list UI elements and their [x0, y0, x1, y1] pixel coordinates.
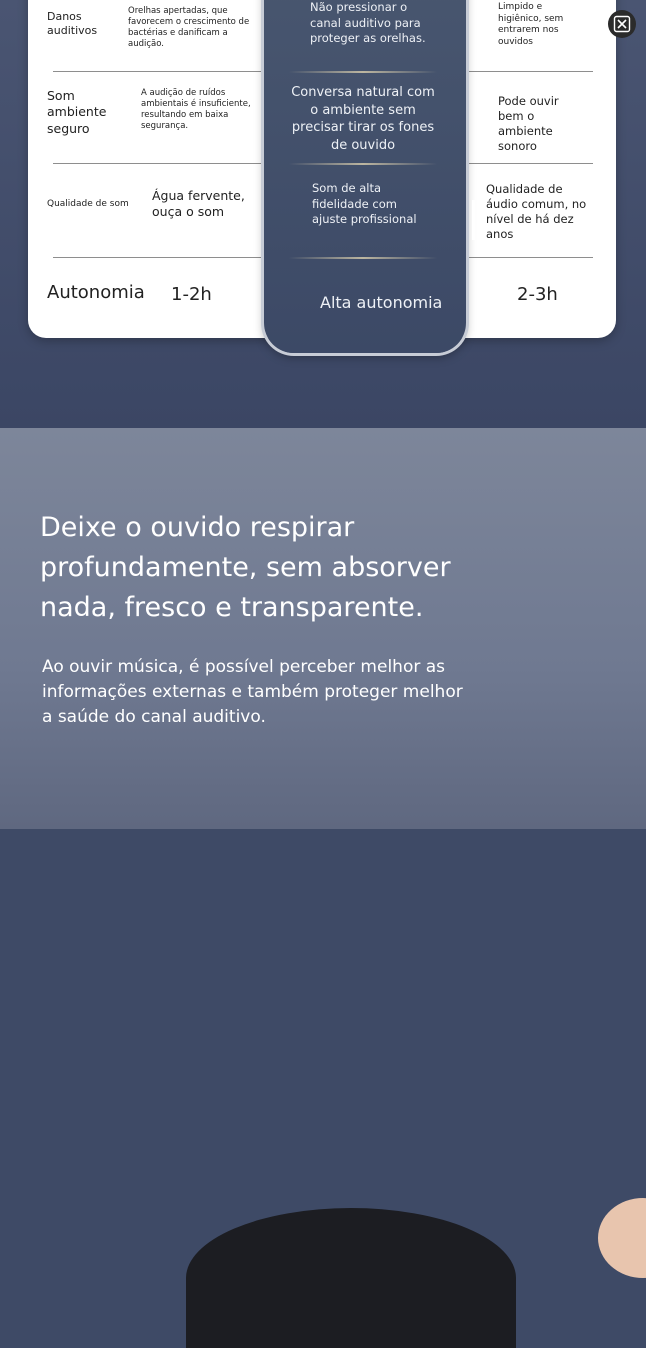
row-label-hearing-damage: Danos auditivos [47, 10, 98, 38]
highlight-divider [289, 163, 437, 165]
highlight-divider [289, 71, 437, 73]
row-value-highlight: Não pressionar o canal auditivo para proteger as orelhas. [310, 0, 426, 46]
row-divider [468, 257, 593, 258]
promo-headline: Deixe o ouvido respirar profundamente, sem absorver nada, fresco e transparente. [40, 512, 451, 623]
row-value-a: A audição de ruídos ambientais é insuficiente, resultando em baixa segurança. [141, 88, 251, 132]
row-value-highlight: Alta autonomia [320, 293, 443, 312]
row-value-highlight: Conversa natural com o ambiente sem precisar tirar os fones de ouvido [291, 85, 435, 153]
row-divider [468, 163, 593, 164]
row-value-a: Água fervente, ouça o som [152, 188, 245, 220]
row-value-c: Pode ouvir bem o ambiente sonoro [498, 94, 559, 153]
row-value-c: Limpido e higiênico, sem entrarem nos ouvidos [498, 2, 564, 48]
row-label-sound-quality: Qualidade de som [47, 199, 129, 209]
comparison-section [0, 0, 646, 430]
row-divider [53, 163, 263, 164]
promo-section [0, 428, 646, 829]
highlight-divider [289, 257, 437, 259]
row-divider [53, 71, 263, 72]
row-value-a: Orelhas apertadas, que favorecem o crescimento de bactérias e danificam a audição. [128, 6, 250, 50]
row-marker [472, 200, 475, 240]
model-hair-image [186, 1208, 516, 1348]
row-value-c: Qualidade de áudio comum, no nível de há dez anos [486, 182, 587, 241]
row-label-battery-life: Autonomia [47, 282, 145, 303]
promo-body: Ao ouvir música, é possível perceber melhor as informações externas e também proteger melhor a saúde do canal auditivo. [42, 657, 463, 727]
row-label-safe-ambient: Som ambiente seguro [47, 88, 107, 136]
row-value-a: 1-2h [171, 284, 212, 305]
model-shoulder-image [598, 1198, 646, 1278]
row-divider [53, 257, 263, 258]
row-value-c: 2-3h [517, 284, 558, 305]
row-divider [468, 71, 593, 72]
close-fullscreen-icon [613, 15, 631, 33]
row-value-highlight: Som de alta fidelidade com ajuste profissional [312, 181, 417, 227]
close-fullscreen-button[interactable] [608, 10, 636, 38]
